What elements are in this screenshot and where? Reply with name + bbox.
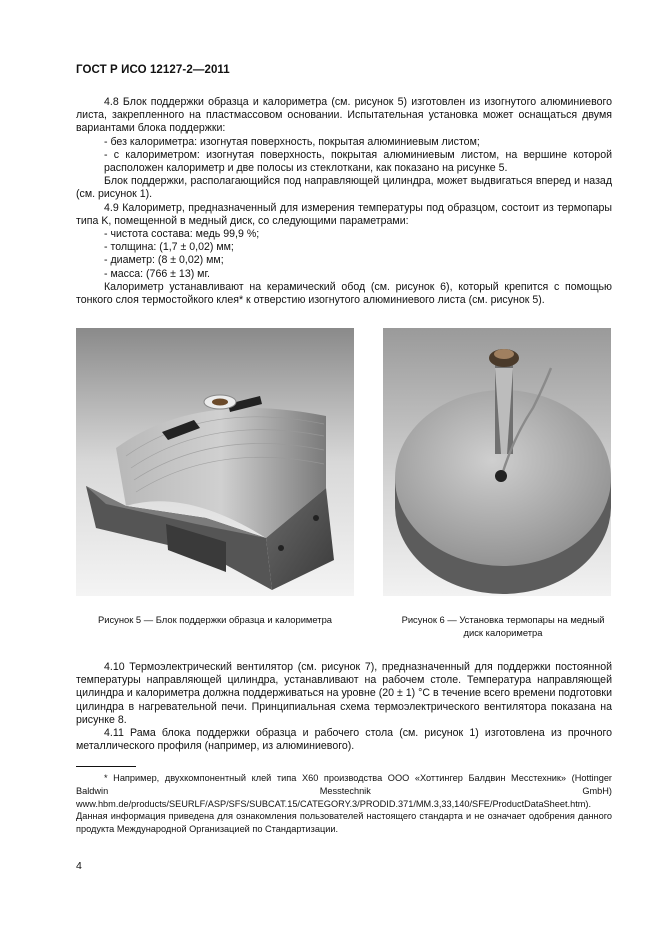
page-header: ГОСТ Р ИСО 12127-2—2011 bbox=[76, 64, 230, 76]
list-item-without-calorimeter: - без калориметра: изогнутая поверхность, покрытая алюминиевым листом; bbox=[104, 135, 480, 148]
param-diameter: - диаметр: (8 ± 0,02) мм; bbox=[104, 254, 224, 267]
figure-5-support-block-image bbox=[76, 328, 354, 596]
paragraph-4-8-support: Блок поддержки, располагающийся под направляющей цилиндра, может выдвигаться вперед и назад (см. рисунок 1). bbox=[76, 175, 612, 201]
figure-6-caption-line-2: диск калориметра bbox=[463, 627, 543, 638]
paragraph-4-11: 4.11 Рама блока поддержки образца и рабочего стола (см. рисунок 1) изготовлена из прочного металлического профиля (например, из алюминиевого). bbox=[76, 727, 612, 753]
figure-5-caption: Рисунок 5 — Блок поддержки образца и калориметра bbox=[97, 614, 333, 625]
paragraph-4-8: 4.8 Блок поддержки образца и калориметра (см. рисунок 5) изготовлен из изогнутого алюминиевого листа, закрепленного на пластмассовом основании. Испытательная установка может оснащаться двумя вариантами блока поддержки: bbox=[76, 96, 612, 135]
text-block-top bbox=[76, 96, 612, 307]
footnote-divider bbox=[76, 766, 136, 767]
text-block-bottom bbox=[76, 661, 612, 753]
footnote: * Например, двухкомпонентный клей типа X60 производства ООО «Хоттингер Балдвин Месстехник» (Hottinger Baldwin Messtechnik GmbH) www.hbm.de/products/SEURLF/ASP/SFS/SUBCAT.15/CATEGORY.3/PRODID.371/MM.3,33,140/SFE/ProductDataSheet.htm). Данная информация приведена для ознакомления пользователей настоящего стандарта и не означает одобрения данного продукта Международной Организацией по Стандартизации. bbox=[76, 773, 612, 835]
list-item-with-calorimeter: - с калориметром: изогнутая поверхность, покрытая алюминиевым листом, на вершине которой расположен калориметр и две полосы из стеклоткани, как показано на рисунке 5. bbox=[104, 148, 612, 175]
page-number: 4 bbox=[76, 860, 82, 872]
paragraph-4-10: 4.10 Термоэлектрический вентилятор (см. рисунок 7), предназначенный для поддержки постоянной температуры направляющей цилиндра, устанавливают на рабочем столе. Температура направляющей цилиндра и калориметра должна поддерживаться на уровне (20 ± 1) °C в течение всего времени подготовки цилиндра в нагревательной печи. Принципиальная схема термоэлектрического вентилятора показана на рисунке 8. bbox=[76, 661, 612, 726]
figure-6-thermocouple-image bbox=[383, 328, 611, 596]
param-thickness: - толщина: (1,7 ± 0,02) мм; bbox=[104, 241, 234, 254]
param-purity: - чистота состава: медь 99,9 %; bbox=[104, 228, 260, 241]
paragraph-4-9: 4.9 Калориметр, предназначенный для измерения температуры под образцом, состоит из термопары типа K, помещенной в медный диск, со следующими параметрами: bbox=[76, 201, 612, 227]
paragraph-4-9-mount: Калориметр устанавливают на керамический обод (см. рисунок 6), который крепится с помощью тонкого слоя термостойкого клея* к отверстию изогнутого алюминиевого листа (см. рисунок 5). bbox=[76, 280, 612, 307]
figure-6-caption-line-1: Рисунок 6 — Установка термопары на медный bbox=[401, 614, 605, 625]
param-mass: - масса: (766 ± 13) мг. bbox=[104, 267, 210, 280]
